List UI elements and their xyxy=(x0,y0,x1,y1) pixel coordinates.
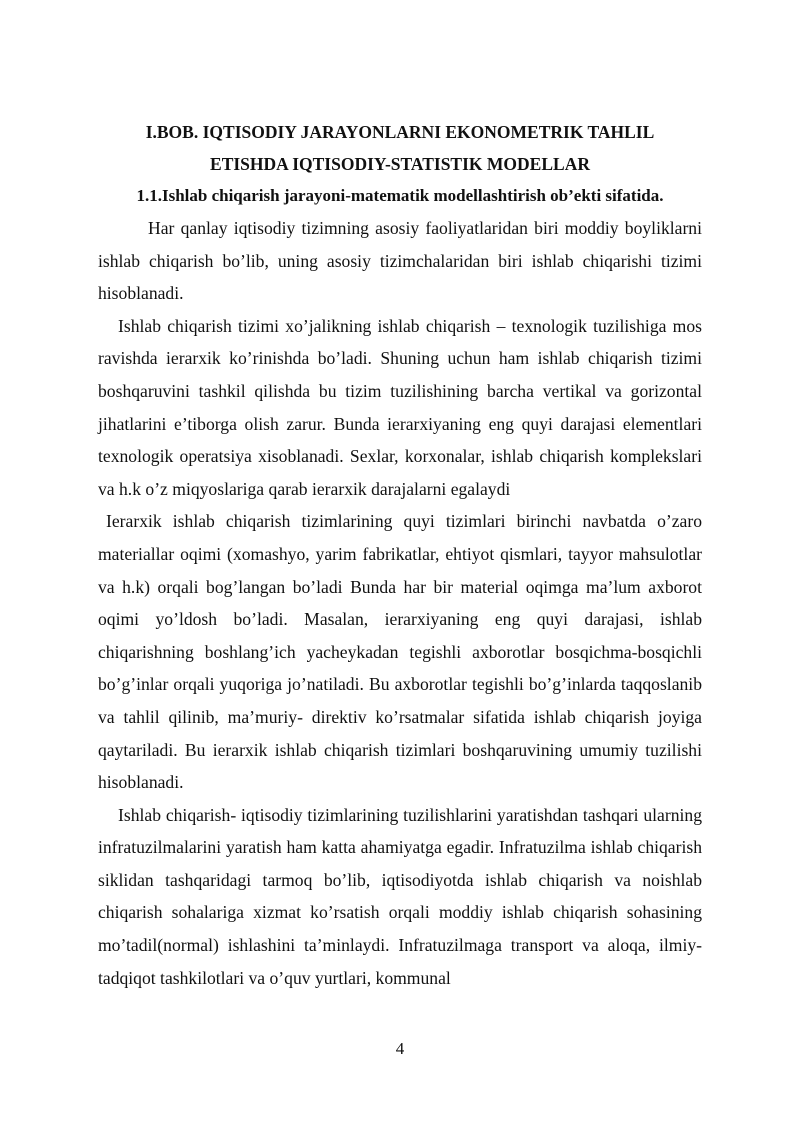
paragraph-1: Har qanlay iqtisodiy tizimning asosiy faoliyatlaridan biri moddiy boyliklarni ishlab chiqarish bo’lib, uning asosiy tizimchalaridan biri ishlab chiqarishi tizimi hisoblanadi. xyxy=(98,218,702,304)
page-content xyxy=(98,116,702,994)
page-number: 4 xyxy=(395,1039,405,1058)
paragraph-2: Ishlab chiqarish tizimi xo’jalikning ishlab chiqarish – texnologik tuzilishiga mos ravishda ierarxik ko’rinishda bo’ladi. Shuning uchun ham ishlab chiqarish tizimi boshqaruvini tashkil qilishda bu tizim tuzilishining barcha vertikal va gorizontal jihatlarini e’tiborga olish zarur. Bunda ierarxiyaning eng quyi darajasi elementlari texnologik operatsiya xisoblanadi. Sexlar, korxonalar, ishlab chiqarish komplekslari va h.k o’z miqyoslariga qarab ierarxik darajalarni egalaydi xyxy=(98,315,702,499)
chapter-title-line-2: ETISHDA IQTISODIY-STATISTIK MODELLAR xyxy=(210,154,590,174)
paragraph-3: Ierarxik ishlab chiqarish tizimlarining quyi tizimlari birinchi navbatda o’zaro materiallar oqimi (xomashyo, yarim fabrikatlar, ehtiyot qismlari, tayyor mahsulotlar va h.k) orqali bog’langan bo’ladi Bunda har bir material oqimga ma’lum axborot oqimi yo’ldosh bo’ladi. Masalan, ierarxiyaning eng quyi darajasi, ishlab chiqarishning boshlang’ich yacheykadan tegishli axborotlar bosqichma-bosqichli bo’g’inlar orqali yuqoriga jo’natiladi. Bu axborotlar tegishli bo’g’inlarda taqqoslanib va tahlil qilinib, ma’muriy- direktiv ko’rsatmalar sifatida ishlab chiqarish joyiga qaytariladi. Bu ierarxik ishlab chiqarish tizimlari boshqaruvining umumiy tuzilishi hisoblanadi. xyxy=(98,511,702,793)
chapter-title-line-1: I.BOB. IQTISODIY JARAYONLARNI EKONOMETRIK TAHLIL xyxy=(145,122,655,142)
section-title: 1.1.Ishlab chiqarish jarayoni-matematik modellashtirish ob’ekti sifatida. xyxy=(136,186,664,205)
paragraph-4: Ishlab chiqarish- iqtisodiy tizimlarining tuzilishlarini yaratishdan tashqari ularning infratuzilmalarini yaratish ham katta ahamiyatga egadir. Infratuzilma ishlab chiqarish siklidan tashqaridagi tarmoq bo’lib, iqtisodiyotda ishlab chiqarish va noishlab chiqarish sohalariga xizmat ko’rsatish orqali moddiy ishlab chiqarish sohasining mo’tadil(normal) ishlashini ta’minlaydi. Infratuzilmaga transport va aloqa, ilmiy-tadqiqot tashkilotlari va o’quv yurtlari, kommunal xyxy=(98,804,702,988)
